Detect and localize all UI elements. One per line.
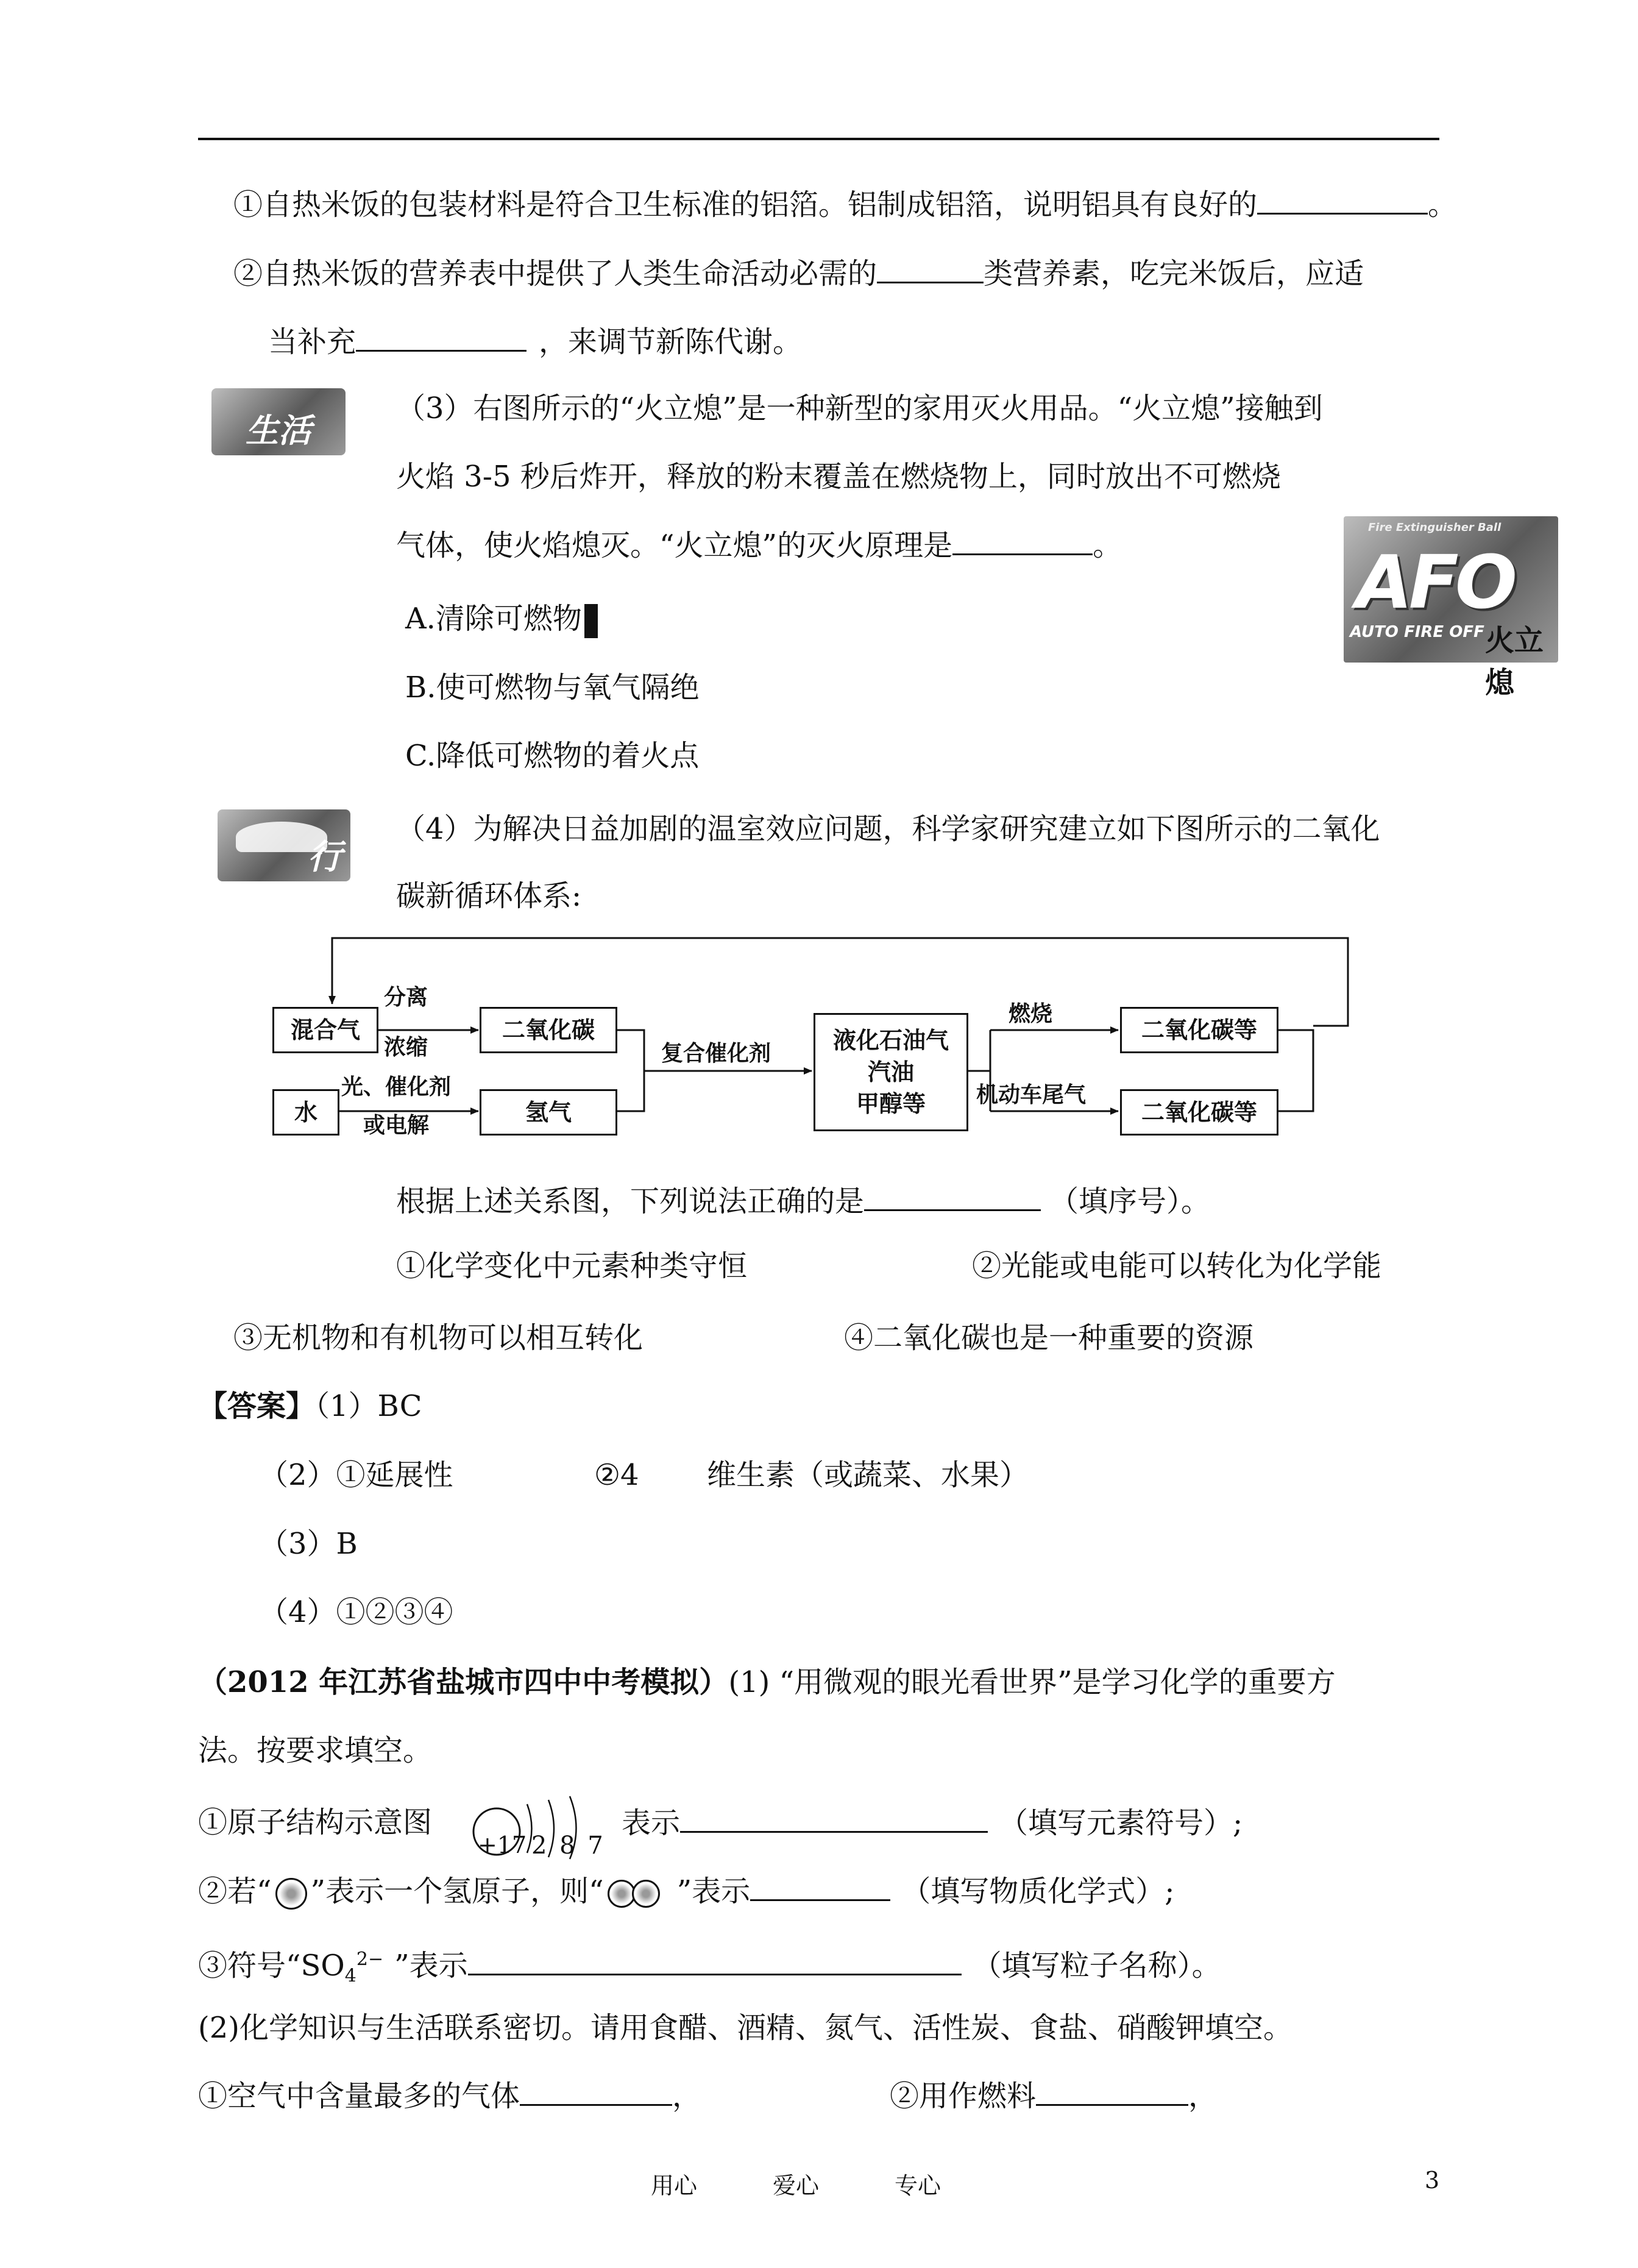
box-mixed-gas: 混合气 bbox=[272, 1007, 378, 1053]
q3-line3-end: 。 bbox=[1093, 528, 1122, 563]
blank-particle-name[interactable] bbox=[468, 1947, 962, 1975]
next-p2-b bbox=[890, 2077, 1218, 2114]
fuel-lpg: 液化石油气 bbox=[832, 1027, 949, 1054]
logo-sub: AUTO FIRE OFF bbox=[1350, 623, 1484, 641]
next-s3-a: ③符号“SO bbox=[198, 1949, 345, 1983]
answer-2c: 维生素（或蔬菜、水果） bbox=[707, 1458, 1029, 1492]
next-s1-label: ①原子结构示意图 bbox=[198, 1805, 433, 1840]
label-composite-catalyst: 复合催化剂 bbox=[661, 1041, 771, 1066]
box-water: 水 bbox=[272, 1089, 339, 1136]
q4-question-end: （填序号）。 bbox=[1049, 1184, 1211, 1218]
answer-line1 bbox=[198, 1388, 422, 1424]
q4-opt1: ①化学变化中元素种类守恒 bbox=[396, 1249, 748, 1283]
next-s2-end: （填写物质化学式）; bbox=[901, 1874, 1175, 1908]
next-s3 bbox=[198, 1941, 1221, 1995]
q2-line2-text: ②自热米饭的营养表中提供了人类生命活动必需的 bbox=[233, 257, 878, 291]
q2-line1-text: ①自热米饭的包装材料是符合卫生标准的铝箔。铝制成铝箔，说明铝具有良好的 bbox=[233, 188, 1258, 222]
q4-opt2: ②光能或电能可以转化为化学能 bbox=[972, 1249, 1382, 1283]
footer-motto-1: 用心 bbox=[651, 2172, 698, 2199]
next-p2-b-text: ②用作燃料 bbox=[890, 2079, 1037, 2113]
answer-label: 【答案】 bbox=[198, 1389, 316, 1423]
sulfate-subscript: 4 bbox=[344, 1965, 356, 1987]
travel-icon-label: 行 bbox=[308, 837, 342, 877]
answer-4: （4）①②③④ bbox=[259, 1595, 453, 1629]
q3-option-b: B.使可燃物与氧气隔绝 bbox=[405, 670, 700, 705]
logo-cn: 火立熄 bbox=[1485, 624, 1544, 700]
answer-2b: ②4 bbox=[594, 1458, 639, 1492]
q4-question-text: 根据上述关系图，下列说法正确的是 bbox=[396, 1184, 865, 1218]
q3-option-a-text: A.清除可燃物 bbox=[405, 602, 582, 636]
label-separate: 分离 bbox=[384, 985, 428, 1010]
blank-most-abundant-gas[interactable] bbox=[520, 2077, 672, 2106]
box-co2-out-2: 二氧化碳等 bbox=[1120, 1089, 1278, 1136]
life-icon-label: 生活 bbox=[246, 411, 311, 450]
atom-shell-electrons: 2 8 7 bbox=[531, 1832, 603, 1860]
next-s1-end: （填写元素符号）; bbox=[999, 1806, 1243, 1840]
next-line1 bbox=[198, 1664, 1336, 1701]
label-vehicle-exhaust: 机动车尾气 bbox=[976, 1082, 1087, 1107]
next-p2-b-end: ， bbox=[1188, 2079, 1218, 2113]
hydrogen-atom-icon bbox=[275, 1878, 307, 1910]
next-s2-b: ”表示一个氢原子，则“ bbox=[310, 1874, 604, 1908]
next-p2: (2)化学知识与生活联系密切。请用食醋、酒精、氮气、活性炭、食盐、硝酸钾填空。 bbox=[198, 2011, 1292, 2045]
answer-1: （1）BC bbox=[315, 1389, 422, 1423]
next-s2-a: ②若“ bbox=[198, 1874, 272, 1908]
answer-2a: （2）①延展性 bbox=[259, 1458, 453, 1492]
label-electrolysis: 或电解 bbox=[363, 1113, 430, 1138]
sulfate-superscript: 2− bbox=[356, 1949, 384, 1970]
q4-opt4: ④二氧化碳也是一种重要的资源 bbox=[844, 1321, 1254, 1355]
hydrogen-molecule-icon bbox=[608, 1880, 661, 1908]
footer-motto-2: 爱心 bbox=[773, 2172, 820, 2199]
q2-line1-end: 。 bbox=[1428, 188, 1458, 222]
q3-line2: 火焰 3-5 秒后炸开，释放的粉末覆盖在燃烧物上，同时放出不可燃烧 bbox=[396, 460, 1281, 494]
next-s3-end: （填写粒子名称）。 bbox=[972, 1949, 1221, 1983]
label-light-catalyst: 光、催化剂 bbox=[341, 1075, 452, 1100]
next-line2: 法。按要求填空。 bbox=[198, 1733, 433, 1768]
next-s2 bbox=[198, 1872, 1174, 1910]
next-p2-a-text: ①空气中含量最多的气体 bbox=[198, 2079, 520, 2113]
label-combustion: 燃烧 bbox=[1009, 1001, 1053, 1026]
next-line1-text: (1) “用微观的眼光看世界”是学习化学的重要方 bbox=[728, 1665, 1336, 1699]
q3-line1: （3）右图所示的“火立熄”是一种新型的家用灭火用品。“火立熄”接触到 bbox=[396, 391, 1323, 425]
q4-line1: （4）为解决日益加剧的温室效应问题，科学家研究建立如下图所示的二氧化 bbox=[396, 812, 1380, 846]
next-p2-a-end: ， bbox=[672, 2079, 702, 2113]
next-s2-c: ”表示 bbox=[676, 1874, 751, 1908]
box-co2-out-1: 二氧化碳等 bbox=[1120, 1007, 1278, 1053]
blank-correct-options[interactable] bbox=[864, 1182, 1041, 1211]
q2-line3-text: 当补充 bbox=[268, 325, 356, 359]
fuel-methanol: 甲醇等 bbox=[856, 1090, 926, 1117]
blank-element-symbol[interactable] bbox=[680, 1804, 988, 1833]
blank-fuel[interactable] bbox=[1036, 2077, 1188, 2106]
logo-afo: AFO bbox=[1356, 541, 1514, 625]
atom-nucleus-label: +17 bbox=[478, 1832, 527, 1858]
answer-3: （3）B bbox=[259, 1527, 358, 1561]
label-concentrate: 浓缩 bbox=[384, 1035, 428, 1060]
footer-motto-3: 专心 bbox=[895, 2172, 941, 2199]
q4-question bbox=[396, 1182, 1210, 1220]
blank-chemical-formula[interactable] bbox=[750, 1872, 890, 1901]
next-source: （2012 年江苏省盐城市四中中考模拟） bbox=[198, 1665, 729, 1699]
page-number: 3 bbox=[1425, 2167, 1440, 2194]
q3-line3-text: 气体，使火焰熄灭。“火立熄”的灭火原理是 bbox=[396, 528, 953, 563]
q2-line2-mid: 类营养素，吃完米饭后，应适 bbox=[984, 257, 1364, 291]
next-s1-answer bbox=[622, 1804, 1243, 1841]
q2-line3-end: ，来调节新陈代谢。 bbox=[539, 325, 803, 359]
box-co2: 二氧化碳 bbox=[480, 1007, 617, 1053]
q4-line2: 碳新循环体系: bbox=[396, 879, 582, 913]
fuel-gasoline: 汽油 bbox=[867, 1059, 914, 1086]
next-s1-mid: 表示 bbox=[622, 1806, 681, 1840]
box-hydrogen: 氢气 bbox=[480, 1089, 617, 1136]
q4-opt3: ③无机物和有机物可以相互转化 bbox=[233, 1321, 644, 1355]
next-s3-b: ”表示 bbox=[394, 1949, 468, 1983]
next-p2-a bbox=[198, 2077, 701, 2114]
q3-option-c: C.降低可燃物的着火点 bbox=[405, 739, 700, 773]
box-fuels bbox=[814, 1013, 968, 1131]
logo-small-text: Fire Extinguisher Ball bbox=[1368, 521, 1502, 534]
